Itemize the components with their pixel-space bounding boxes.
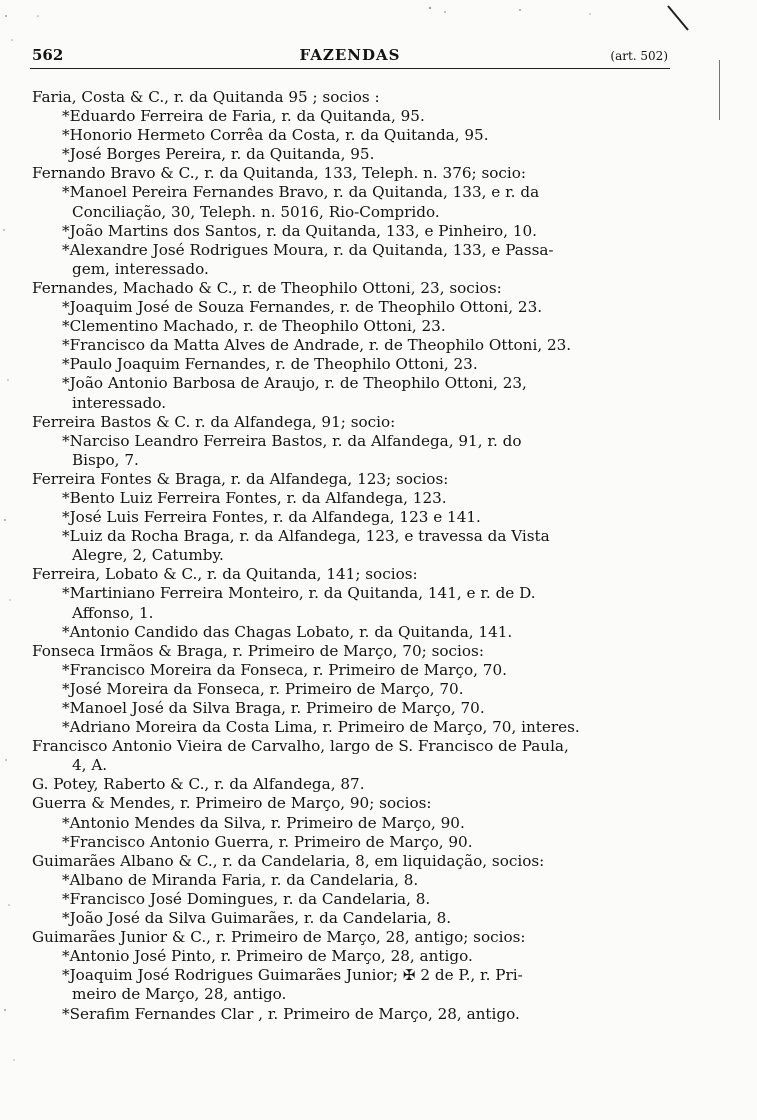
- partner-entry: *Adriano Moreira da Costa Lima, r. Primeiro de Março, 70, interes.: [62, 718, 580, 737]
- partner-entry: *Francisco Antonio Guerra, r. Primeiro de Março, 90.: [62, 832, 473, 851]
- page-number: 562: [32, 46, 64, 64]
- partner-entry: *João Antonio Barbosa de Araujo, r. de Theophilo Ottoni, 23,: [62, 374, 527, 393]
- partner-entry: *Eduardo Ferreira de Faria, r. da Quitanda, 95.: [62, 107, 425, 126]
- firm-entry: Guimarães Junior & C., r. Primeiro de Março, 28, antigo; socios:: [32, 928, 526, 947]
- partner-entry: *Antonio José Pinto, r. Primeiro de Março, 28, antigo.: [62, 947, 473, 966]
- continuation-line: Bispo, 7.: [72, 450, 139, 469]
- firm-entry: Ferreira Fontes & Braga, r. da Alfandega, 123; socios:: [32, 469, 449, 488]
- margin-rule: [719, 60, 720, 120]
- partner-entry: *Antonio Mendes da Silva, r. Primeiro de Março, 90.: [62, 813, 465, 832]
- page-title: FAZENDAS: [299, 46, 401, 64]
- partner-entry: *Francisco da Matta Alves de Andrade, r. de Theophilo Ottoni, 23.: [62, 336, 572, 355]
- partner-entry: *Francisco José Domingues, r. da Candelaria, 8.: [62, 889, 431, 908]
- firm-entry: Ferreira Bastos & C. r. da Alfandega, 91; socio:: [32, 412, 396, 431]
- partner-entry: *José Borges Pereira, r. da Quitanda, 95.: [62, 145, 375, 164]
- firm-entry: Guerra & Mendes, r. Primeiro de Março, 90; socios:: [32, 794, 432, 813]
- continuation-line: meiro de Março, 28, antigo.: [72, 985, 287, 1004]
- page-header: [30, 46, 670, 69]
- partner-entry: *Joaquim José Rodrigues Guimarães Junior; ✠ 2 de P., r. Pri-: [62, 966, 523, 985]
- continuation-line: interessado.: [72, 393, 167, 412]
- firm-entry: Francisco Antonio Vieira de Carvalho, largo de S. Francisco de Paula,: [32, 737, 569, 756]
- partner-entry: *Joaquim José de Souza Fernandes, r. de Theophilo Ottoni, 23.: [62, 298, 543, 317]
- partner-entry: *Clementino Machado, r. de Theophilo Ottoni, 23.: [62, 317, 446, 336]
- firm-entry: Fernandes, Machado & C., r. de Theophilo Ottoni, 23, socios:: [32, 278, 502, 297]
- partner-entry: *José Moreira da Fonseca, r. Primeiro de Março, 70.: [62, 679, 464, 698]
- firm-entry: G. Potey, Raberto & C., r. da Alfandega, 87.: [32, 775, 365, 794]
- continuation-line: Conciliação, 30, Teleph. n. 5016, Rio-Comprido.: [72, 202, 440, 221]
- partner-entry: *Manoel José da Silva Braga, r. Primeiro de Março, 70.: [62, 699, 485, 717]
- partner-entry: *Manoel Pereira Fernandes Bravo, r. da Quitanda, 133, e r. da: [62, 183, 540, 202]
- continuation-line: gem, interessado.: [72, 259, 209, 278]
- continuation-line: Affonso, 1.: [72, 603, 154, 622]
- partner-entry: *Luiz da Rocha Braga, r. da Alfandega, 123, e travessa da Vista: [62, 527, 550, 546]
- firm-entry: Fonseca Irmãos & Braga, r. Primeiro de Março, 70; socios:: [32, 641, 484, 660]
- partner-entry: *Martiniano Ferreira Monteiro, r. da Quitanda, 141, e r. de D.: [62, 584, 536, 603]
- partner-entry: *José Luis Ferreira Fontes, r. da Alfandega, 123 e 141.: [62, 508, 481, 527]
- partner-entry: *João José da Silva Guimarães, r. da Candelaria, 8.: [62, 909, 452, 928]
- partner-entry: *Paulo Joaquim Fernandes, r. de Theophilo Ottoni, 23.: [62, 355, 478, 374]
- partner-entry: *João Martins dos Santos, r. da Quitanda, 133, e Pinheiro, 10.: [62, 221, 537, 240]
- continuation-line: 4, A.: [72, 756, 108, 775]
- partner-entry: *Albano de Miranda Faria, r. da Candelaria, 8.: [62, 870, 419, 889]
- partner-entry: *Alexandre José Rodrigues Moura, r. da Quitanda, 133, e Passa-: [62, 240, 554, 259]
- firm-entry: Ferreira, Lobato & C., r. da Quitanda, 141; socios:: [32, 565, 418, 584]
- partner-entry: *Narciso Leandro Ferreira Bastos, r. da Alfandega, 91, r. do: [62, 431, 522, 450]
- continuation-line: Alegre, 2, Catumby.: [72, 546, 224, 565]
- directory-listing: [20, 88, 680, 1024]
- partner-entry: *Antonio Candido das Chagas Lobato, r. da Quitanda, 141.: [62, 622, 513, 641]
- partner-entry: *Bento Luiz Ferreira Fontes, r. da Alfandega, 123.: [62, 488, 447, 507]
- article-reference: (art. 502): [610, 49, 668, 63]
- firm-entry: Guimarães Albano & C., r. da Candelaria, 8, em liquidação, socios:: [32, 851, 545, 870]
- firm-entry: Fernando Bravo & C., r. da Quitanda, 133, Teleph. n. 376; socio:: [32, 164, 527, 183]
- partner-entry: *Serafim Fernandes Clar , r. Primeiro de Março, 28, antigo.: [62, 1004, 520, 1023]
- partner-entry: *Francisco Moreira da Fonseca, r. Primeiro de Março, 70.: [62, 660, 507, 679]
- partner-entry: *Honorio Hermeto Corrêa da Costa, r. da Quitanda, 95.: [62, 126, 489, 145]
- firm-entry: Faria, Costa & C., r. da Quitanda 95 ; socios :: [32, 88, 380, 106]
